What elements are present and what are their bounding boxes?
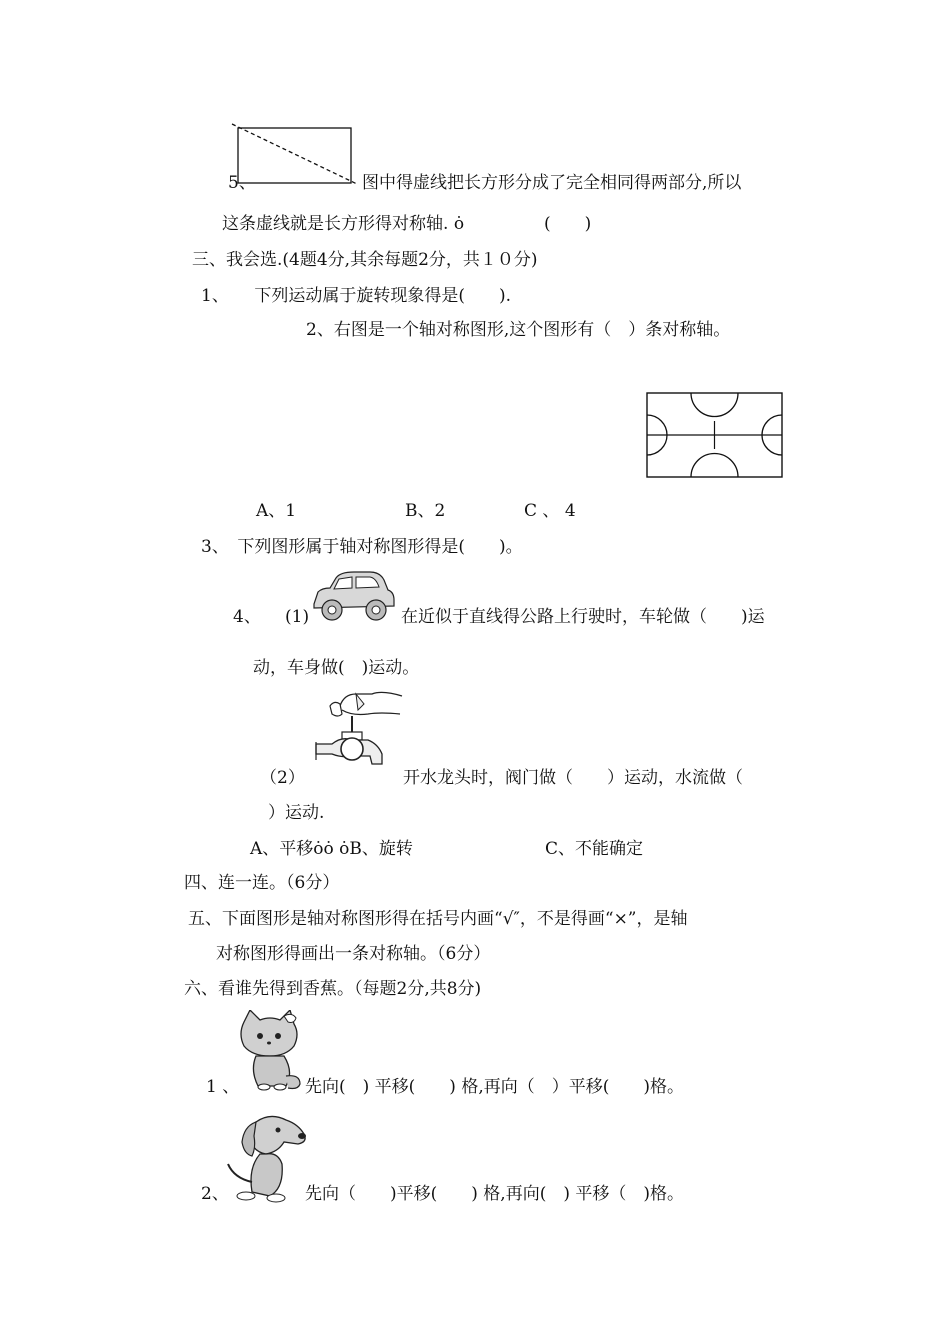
s3-q1: 1、 下列运动属于旋转现象得是( ). bbox=[201, 286, 511, 306]
s3-q4-option-ab: A、平移ȯȯ ȯB、旋转 bbox=[250, 839, 413, 859]
section6-title: 六、看谁先得到香蕉。（每题2分,共8分) bbox=[184, 979, 482, 999]
s3-q4-sub1: (1) bbox=[285, 607, 310, 627]
s3-q4-line2: 动，车身做( )运动。 bbox=[253, 658, 420, 678]
s6-q2-number: 2、 bbox=[201, 1184, 229, 1204]
puppy-image bbox=[226, 1112, 310, 1204]
s6-q1-text: 先向( ) 平移( ) 格,再向（ ）平移( )格。 bbox=[305, 1077, 685, 1097]
s6-q1-number: 1 、 bbox=[206, 1077, 240, 1097]
q5-line2-text: 这条虚线就是长方形得对称轴. bbox=[222, 214, 454, 234]
faucet-hand-image bbox=[312, 684, 404, 784]
q5-mark: ȯ bbox=[453, 214, 465, 234]
s3-q2-option-c: C 、 4 bbox=[524, 501, 576, 521]
s3-q2-option-b: B、2 bbox=[405, 501, 446, 521]
q5-answer-paren: ( ) bbox=[544, 214, 592, 234]
s3-q4-line1: 在近似于直线得公路上行驶时，车轮做（ )运 bbox=[401, 607, 765, 627]
s3-q2: 2、右图是一个轴对称图形,这个图形有（ ）条对称轴。 bbox=[306, 320, 731, 340]
s3-q4-number: 4、 bbox=[233, 607, 261, 627]
s3-q4-option-c: C、不能确定 bbox=[545, 839, 644, 859]
s3-q2-option-a: A、1 bbox=[256, 501, 297, 521]
section4-title: 四、连一连。（6分） bbox=[184, 873, 340, 893]
s6-q2-text: 先向（ )平移( ) 格,再向( ) 平移（ )格。 bbox=[305, 1184, 685, 1204]
q5-line1: 图中得虚线把长方形分成了完全相同得两部分,所以 bbox=[362, 173, 742, 193]
kitten-image bbox=[234, 1010, 306, 1092]
s3-q3: 3、 下列图形属于轴对称图形得是( )。 bbox=[201, 537, 523, 557]
q5-line2 bbox=[222, 213, 464, 235]
section5-line1: 五、下面图形是轴对称图形得在括号内画“√″，不是得画“×”，是轴 bbox=[188, 909, 688, 929]
s3-q4-sub2: （2） bbox=[260, 768, 305, 788]
car-image bbox=[306, 568, 398, 624]
section3-title: 三、我会选.(4题4分,其余每题2分，共１０分) bbox=[192, 250, 538, 270]
section5-line2: 对称图形得画出一条对称轴。（6分） bbox=[216, 944, 491, 964]
q5-number: 5、 bbox=[228, 173, 256, 193]
s3-q4-line3: 开水龙头时，阀门做（ ）运动，水流做（ bbox=[403, 768, 743, 788]
symmetric-rectangle-figure bbox=[644, 391, 786, 481]
s3-q4-line4: ）运动. bbox=[268, 803, 325, 823]
